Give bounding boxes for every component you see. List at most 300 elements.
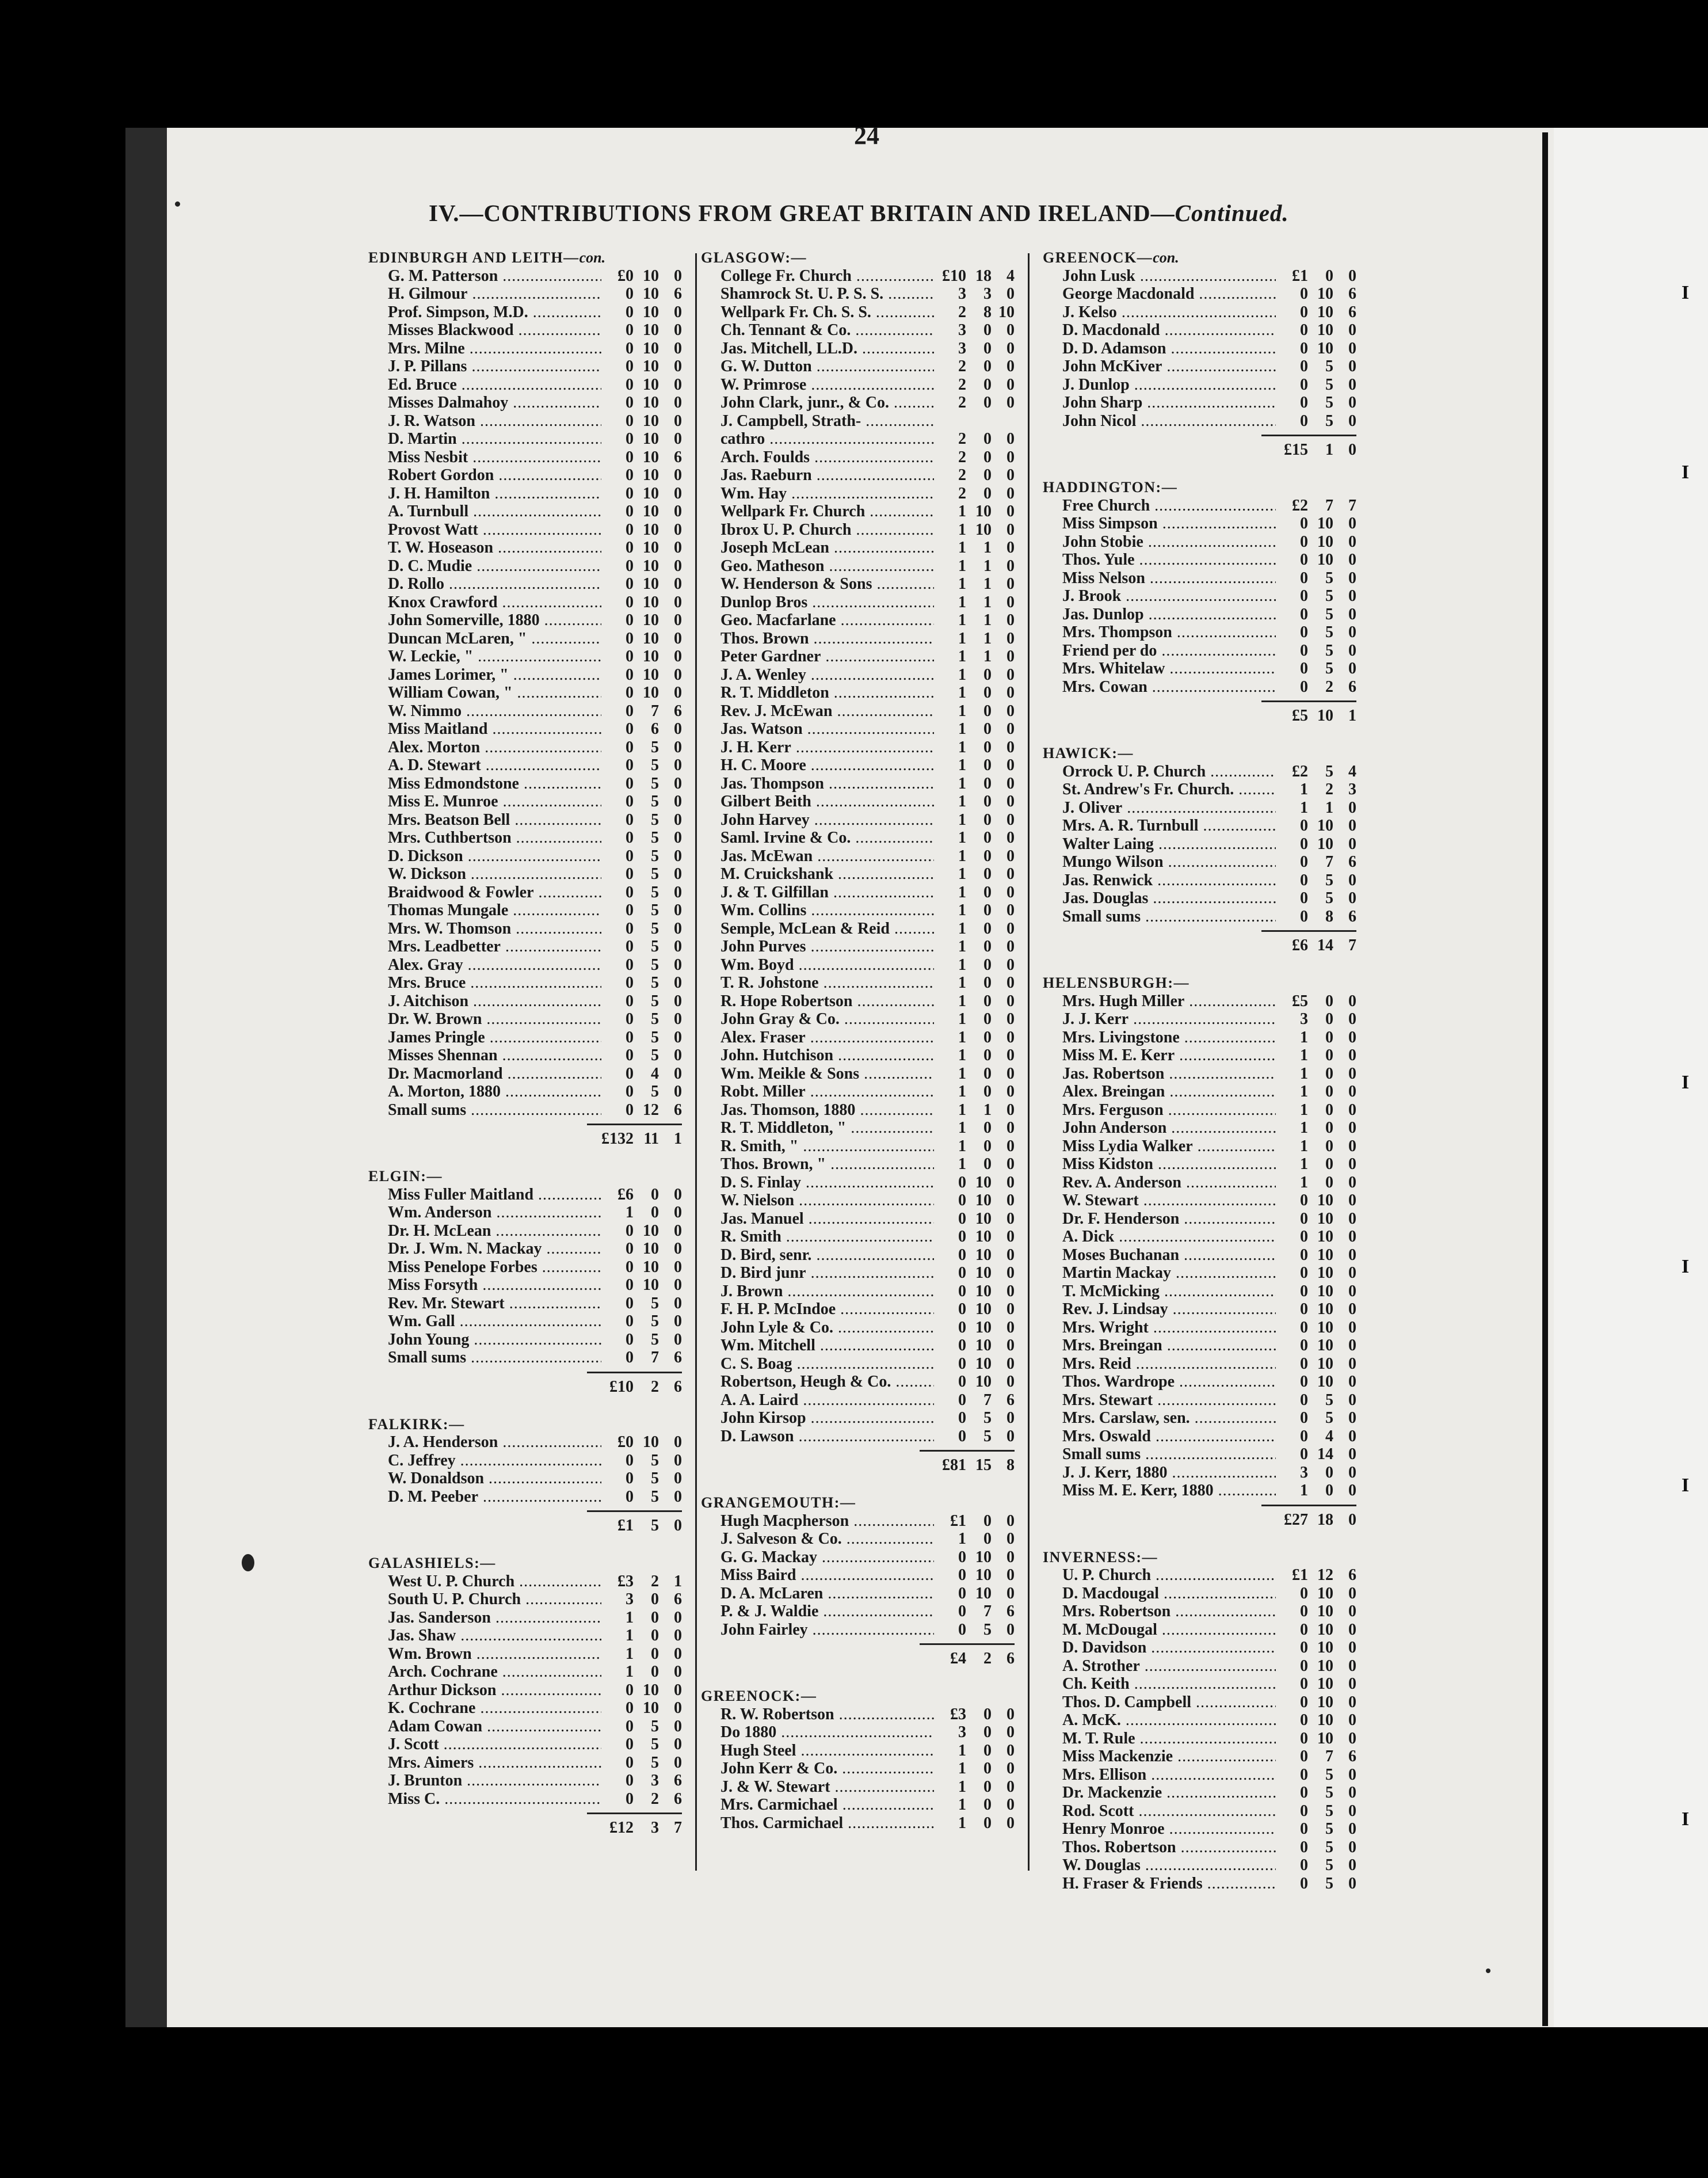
amount (934, 521, 1015, 539)
amount (601, 303, 682, 322)
total-shillings: 11 (643, 1130, 659, 1148)
amount-shillings: 10 (1317, 1693, 1333, 1711)
amount-shillings: 5 (651, 1028, 659, 1046)
amount-pounds: 0 (626, 974, 634, 992)
amount-shillings: 10 (643, 539, 659, 557)
contribution-row (368, 340, 682, 358)
amount-pounds: 2 (958, 448, 966, 466)
amount-shillings: 3 (983, 285, 992, 303)
amount-pence: 0 (1006, 1814, 1015, 1832)
contributor-name: J. Salveson & Co. ..... (720, 1530, 934, 1548)
amount-pounds: 1 (958, 593, 966, 611)
total-pounds: £4 (950, 1650, 966, 1667)
amount-shillings: 0 (651, 1608, 659, 1627)
amount-shillings: 0 (983, 955, 992, 974)
amount (1276, 1856, 1356, 1875)
amount-pounds: 0 (958, 1373, 966, 1391)
amount-pounds: 0 (626, 756, 634, 774)
amount-shillings: 10 (643, 339, 659, 357)
section-title (368, 249, 682, 267)
contributor-name: Mrs. Beatson Bell ..... (388, 811, 601, 829)
contributor-name: Small sums ..... (1062, 1445, 1276, 1464)
amount-pounds: 0 (1300, 1264, 1308, 1282)
amount (601, 648, 682, 666)
amount (1276, 412, 1356, 431)
amount-pence: 0 (1348, 1137, 1356, 1155)
contributor-name: St. Andrew's Fr. Church. ..... (1062, 780, 1276, 799)
contribution-row (701, 376, 1015, 394)
amount-shillings: 14 (1317, 1445, 1333, 1463)
amount-pounds: 0 (626, 285, 634, 303)
contributor-name: Jas. Dunlop ..... (1062, 606, 1276, 624)
amount-shillings: 5 (1325, 605, 1333, 623)
contribution-row (701, 684, 1015, 702)
scan-speck (175, 201, 180, 207)
total-pounds: £15 (1284, 441, 1308, 459)
amount-pounds: 1 (958, 1777, 966, 1796)
amount (934, 1548, 1015, 1567)
contributor-name: Semple, McLean & Reid ..... (720, 920, 934, 938)
amount-pence: 0 (1348, 871, 1356, 889)
amount (934, 1155, 1015, 1174)
facing-page-mark: I (1682, 1475, 1690, 1496)
contribution-row (1043, 1010, 1356, 1029)
amount-shillings: 10 (643, 484, 659, 502)
facing-page-mark: I (1682, 1256, 1690, 1277)
contributor-name: Mrs. Milne ..... (388, 340, 601, 358)
contributor-name: John Gray & Co. ..... (720, 1010, 934, 1029)
amount (1276, 1137, 1356, 1156)
amount-pounds: 0 (1300, 285, 1308, 303)
amount-pence: 0 (1348, 1639, 1356, 1657)
amount-pence: 0 (1006, 1373, 1015, 1391)
contributor-name: M. McDougal ..... (1062, 1621, 1276, 1639)
amount-pounds: 1 (958, 1010, 966, 1028)
amount-pence: 0 (674, 321, 682, 339)
amount-pounds: 0 (626, 448, 634, 466)
contribution-row (701, 1409, 1015, 1427)
amount (601, 1312, 682, 1331)
amount-pounds: 0 (1300, 303, 1308, 321)
contributor-name: Wellpark Fr. Church ..... (720, 502, 934, 521)
contributor-name: G. M. Patterson ..... (388, 267, 601, 285)
contributor-name: John Lusk ..... (1062, 267, 1276, 285)
amount-pence: 0 (1006, 520, 1015, 539)
amount-shillings: 10 (643, 557, 659, 575)
amount-shillings: 0 (983, 810, 992, 829)
amount (1276, 1766, 1356, 1784)
amount-pence: 0 (1348, 1584, 1356, 1602)
contributor-name: C. S. Boag ..... (720, 1355, 934, 1373)
contributor-name: T. W. Hoseason ..... (388, 539, 601, 557)
contributor-name: G. W. Dutton ..... (720, 357, 934, 376)
amount-shillings: 0 (983, 430, 992, 448)
amount-shillings: 10 (643, 448, 659, 466)
amount-pounds: 0 (1300, 641, 1308, 660)
amount-pence: 0 (1348, 1083, 1356, 1101)
amount (1276, 1602, 1356, 1621)
amount-pounds: 0 (626, 901, 634, 919)
contributor-name: A. Strother ..... (1062, 1657, 1276, 1676)
contributor-name: W. Primrose ..... (720, 376, 934, 394)
amount-pence: 0 (1006, 611, 1015, 629)
contributor-name: Peter Gardner ..... (720, 648, 934, 666)
amount-pence: 0 (1348, 605, 1356, 623)
amount-shillings: 5 (651, 738, 659, 756)
amount-pence: 0 (1348, 1427, 1356, 1445)
amount-pounds: £1 (1292, 266, 1308, 285)
total-pence: 1 (1348, 707, 1356, 725)
total-rule (587, 1372, 682, 1376)
amount-shillings: 0 (1325, 1155, 1333, 1173)
amount (1276, 1784, 1356, 1802)
contributor-name: J. & W. Stewart ..... (720, 1778, 934, 1796)
contributor-name: Alex. Morton ..... (388, 738, 601, 757)
amount-pounds: 1 (958, 1530, 966, 1548)
amount-pounds: 1 (958, 684, 966, 702)
contributor-name: Misses Blackwood ..... (388, 321, 601, 340)
amount-pence: 0 (1006, 829, 1015, 847)
contribution-row (368, 738, 682, 757)
amount-shillings: 0 (983, 1796, 992, 1814)
amount-shillings: 0 (983, 883, 992, 901)
amount-shillings: 1 (983, 575, 992, 593)
contributor-name: J. A. Henderson ..... (388, 1433, 601, 1452)
contribution-row (701, 938, 1015, 956)
section-spacer (368, 1537, 682, 1554)
amount (934, 303, 1015, 322)
contributor-name: J. Scott ..... (388, 1735, 601, 1754)
contributor-name: Miss Penelope Forbes ..... (388, 1258, 601, 1277)
contribution-row (1043, 1784, 1356, 1802)
amount-pence: 0 (1348, 1354, 1356, 1373)
amount-pounds: 0 (958, 1584, 966, 1602)
contributor-name: Mrs. Leadbetter ..... (388, 938, 601, 956)
amount (1276, 763, 1356, 781)
section-title-text: GLASGOW:— (701, 249, 807, 266)
contribution-row (701, 1814, 1015, 1833)
amount-pounds: 0 (1300, 1209, 1308, 1228)
amount-shillings: 5 (651, 810, 659, 829)
amount-shillings: 0 (983, 702, 992, 720)
amount-pence: 0 (1348, 1300, 1356, 1318)
amount-shillings: 5 (1325, 1765, 1333, 1784)
contribution-row (368, 720, 682, 738)
amount (601, 1294, 682, 1313)
amount-pounds: 0 (626, 466, 634, 484)
amount-shillings: 10 (643, 321, 659, 339)
amount-pounds: 0 (1300, 817, 1308, 835)
section-total (1043, 705, 1356, 727)
amount-pounds: 0 (1300, 605, 1308, 623)
amount (601, 1204, 682, 1222)
amount-pounds: 0 (626, 992, 634, 1010)
amount (1276, 1228, 1356, 1246)
amount (1276, 1621, 1356, 1639)
contributor-name: Mrs. Bruce ..... (388, 974, 601, 992)
amount (601, 829, 682, 847)
contributor-name: A. Dick ..... (1062, 1228, 1276, 1246)
amount-pence: 0 (1006, 1566, 1015, 1584)
amount (934, 738, 1015, 757)
amount-pence: 0 (674, 412, 682, 430)
total-pounds: £1 (617, 1517, 634, 1534)
amount (934, 1083, 1015, 1101)
contribution-row (368, 1065, 682, 1083)
amount (1276, 321, 1356, 340)
contributor-name: Jas. Thompson ..... (720, 775, 934, 793)
contributor-name: A. McK. ..... (1062, 1711, 1276, 1730)
amount (1276, 533, 1356, 551)
amount-shillings: 5 (651, 847, 659, 865)
amount-pence: 0 (674, 1735, 682, 1753)
amount-pence: 0 (674, 1028, 682, 1046)
amount-pence: 0 (1348, 817, 1356, 835)
amount (1276, 623, 1356, 642)
amount-shillings: 10 (643, 285, 659, 303)
contribution-row (1043, 1657, 1356, 1676)
amount-shillings: 5 (1325, 889, 1333, 907)
contribution-row (368, 376, 682, 394)
amount-pounds: 1 (958, 502, 966, 520)
amount (601, 593, 682, 612)
amount-pounds: 0 (958, 1409, 966, 1427)
amount-shillings: 5 (1325, 357, 1333, 375)
contributor-name: Thos. Robertson ..... (1062, 1838, 1276, 1857)
amount-pence: 0 (1006, 1228, 1015, 1246)
section-total (368, 1817, 682, 1839)
amount-shillings: 6 (651, 720, 659, 738)
contribution-row (1043, 1155, 1356, 1174)
amount (934, 1065, 1015, 1083)
contributor-name: Friend per do ..... (1062, 642, 1276, 660)
amount-pence: 0 (1006, 992, 1015, 1010)
amount-pounds: 1 (958, 611, 966, 629)
amount-shillings: 10 (1317, 1729, 1333, 1747)
contribution-row (701, 1119, 1015, 1137)
amount (601, 738, 682, 757)
contributor-name: Miss Edmondstone ..... (388, 775, 601, 793)
amount-pence: 0 (1348, 1602, 1356, 1620)
amount-pence: 0 (1348, 1482, 1356, 1499)
amount-pounds: 0 (626, 1010, 634, 1028)
amount (934, 829, 1015, 847)
amount (1276, 606, 1356, 624)
amount (1276, 908, 1356, 926)
contribution-row (1043, 763, 1356, 781)
amount (934, 502, 1015, 521)
amount (934, 1119, 1015, 1137)
amount (1276, 1010, 1356, 1029)
contributor-name: Jas. Sanderson ..... (388, 1609, 601, 1627)
amount-pounds: 2 (958, 484, 966, 502)
amount-pence: 0 (1348, 1228, 1356, 1246)
contributor-name: W. Dickson ..... (388, 865, 601, 884)
amount-shillings: 0 (983, 1010, 992, 1028)
amount-shillings: 1 (983, 611, 992, 629)
contributor-name: Walter Laing ..... (1062, 835, 1276, 854)
contributor-name: Braidwood & Fowler ..... (388, 884, 601, 902)
amount (601, 1331, 682, 1349)
amount (934, 1355, 1015, 1373)
amount (934, 1778, 1015, 1796)
amount-pence: 6 (1348, 1566, 1356, 1584)
amount-shillings: 0 (1325, 1482, 1333, 1499)
amount-pounds: 0 (626, 648, 634, 665)
amount-pence: 0 (674, 648, 682, 665)
contributor-name: D. Rollo ..... (388, 575, 601, 593)
contribution-row (368, 1331, 682, 1349)
amount-pence: 0 (1006, 1209, 1015, 1228)
amount-pence: 0 (1348, 1874, 1356, 1893)
contribution-row (701, 865, 1015, 884)
amount-shillings: 2 (1325, 780, 1333, 798)
contribution-row (1043, 1119, 1356, 1137)
amount-pence: 7 (1348, 496, 1356, 515)
amount (1276, 1373, 1356, 1391)
amount-pence: 0 (674, 974, 682, 992)
amount-shillings: 5 (651, 1294, 659, 1312)
contribution-row (701, 466, 1015, 485)
amount-pence: 0 (674, 1663, 682, 1681)
amount (934, 539, 1015, 557)
contributor-name: D. M. Peeber ..... (388, 1488, 601, 1506)
amount-shillings: 10 (643, 1433, 659, 1451)
amount (1276, 1065, 1356, 1083)
amount (934, 648, 1015, 666)
amount-shillings: 10 (1317, 1657, 1333, 1675)
amount (1276, 551, 1356, 569)
amount-pounds: £1 (950, 1511, 966, 1530)
contributor-name: John Clark, junr., & Co. ..... (720, 394, 934, 412)
amount (1276, 1101, 1356, 1120)
contribution-row (701, 1427, 1015, 1446)
contribution-row (368, 865, 682, 884)
column-divider (695, 253, 697, 1871)
scan-speck (1486, 1968, 1490, 1973)
section-title (1043, 744, 1356, 763)
amount-pence: 0 (1006, 339, 1015, 357)
amount-shillings: 2 (651, 1572, 659, 1590)
amount-shillings: 1 (983, 539, 992, 557)
amount-pence: 0 (1006, 1028, 1015, 1046)
amount-pence: 1 (674, 1572, 682, 1590)
contributor-name: Martin Mackay ..... (1062, 1264, 1276, 1282)
amount-pence: 0 (1006, 357, 1015, 375)
contributor-name: J. H. Kerr ..... (720, 738, 934, 757)
section-title (368, 1415, 682, 1434)
amount (1276, 1711, 1356, 1730)
contributor-name: Miss Simpson ..... (1062, 515, 1276, 533)
contributor-name: D. S. Finlay ..... (720, 1174, 934, 1192)
contribution-row (368, 1488, 682, 1506)
contribution-row (1043, 1065, 1356, 1083)
amount (934, 1760, 1015, 1778)
contribution-row (1043, 551, 1356, 569)
contributor-name: Dr. J. Wm. N. Mackay ..... (388, 1240, 601, 1258)
amount (601, 865, 682, 884)
amount-pounds: 0 (626, 1028, 634, 1046)
amount-shillings: 10 (1317, 1300, 1333, 1318)
contributor-name: John Kerr & Co. ..... (720, 1760, 934, 1778)
amount-shillings: 0 (1325, 266, 1333, 285)
contributor-name: James Pringle ..... (388, 1029, 601, 1047)
contribution-row (368, 1294, 682, 1313)
amount-pence: 6 (1348, 285, 1356, 303)
contributor-name: John. Hutchison ..... (720, 1046, 934, 1065)
amount-pence: 0 (674, 793, 682, 810)
contributor-name: J. R. Watson ..... (388, 412, 601, 431)
contribution-row (368, 593, 682, 612)
contributor-name: Geo. Macfarlane ..... (720, 611, 934, 630)
amount-shillings: 10 (1317, 1336, 1333, 1354)
amount-shillings: 10 (975, 1300, 992, 1318)
amount (1276, 1657, 1356, 1676)
contributor-name: College Fr. Church ..... (720, 267, 934, 285)
contribution-row (368, 775, 682, 793)
contributor-name: John Somerville, 1880 ..... (388, 611, 601, 630)
amount-pence: 0 (674, 484, 682, 502)
contribution-row (368, 974, 682, 992)
amount-pounds: 0 (626, 502, 634, 520)
amount-shillings: 10 (643, 303, 659, 321)
amount-pence: 0 (1348, 1028, 1356, 1046)
amount-pounds: 0 (626, 829, 634, 847)
contribution-row (1043, 1711, 1356, 1730)
amount-shillings: 0 (983, 829, 992, 847)
amount (601, 1699, 682, 1718)
contributor-name: Mrs. Stewart ..... (1062, 1391, 1276, 1410)
contributor-name: West U. P. Church ..... (388, 1572, 601, 1591)
contributor-name: W. Nimmo ..... (388, 702, 601, 721)
contribution-row (701, 1373, 1015, 1391)
contribution-row (1043, 1391, 1356, 1410)
amount-pounds: 0 (1300, 1820, 1308, 1838)
amount (1276, 1693, 1356, 1712)
facing-page-mark: I (1682, 1808, 1690, 1830)
amount-pence: 0 (1006, 575, 1015, 593)
amount (934, 1300, 1015, 1319)
contributor-name: K. Cochrane ..... (388, 1699, 601, 1718)
amount-pounds: 0 (1300, 1657, 1308, 1675)
contributor-name: Wm. Gall ..... (388, 1312, 601, 1331)
contribution-row (1043, 1838, 1356, 1857)
contributor-name: cathro ..... (720, 430, 934, 448)
contributor-name: John Stobie ..... (1062, 533, 1276, 551)
amount-pounds: 0 (958, 1566, 966, 1584)
amount-pence: 0 (1006, 629, 1015, 648)
amount-pence: 6 (674, 1101, 682, 1119)
amount (1276, 1336, 1356, 1355)
contribution-row (1043, 1319, 1356, 1337)
contribution-row (368, 1276, 682, 1294)
amount-pounds: 3 (958, 321, 966, 339)
amount-pounds: 0 (626, 938, 634, 955)
contribution-row (368, 575, 682, 593)
amount (601, 793, 682, 811)
amount (1276, 817, 1356, 835)
contributor-name: Miss Lydia Walker ..... (1062, 1137, 1276, 1156)
amount-pence: 0 (1348, 1064, 1356, 1083)
amount (934, 376, 1015, 394)
amount (1276, 1730, 1356, 1748)
amount-pounds: 0 (1300, 1711, 1308, 1729)
contribution-row (368, 1186, 682, 1204)
amount-shillings: 0 (983, 1083, 992, 1101)
amount-pounds: 1 (626, 1627, 634, 1644)
amount (1276, 267, 1356, 285)
amount-pence: 0 (1006, 1137, 1015, 1155)
